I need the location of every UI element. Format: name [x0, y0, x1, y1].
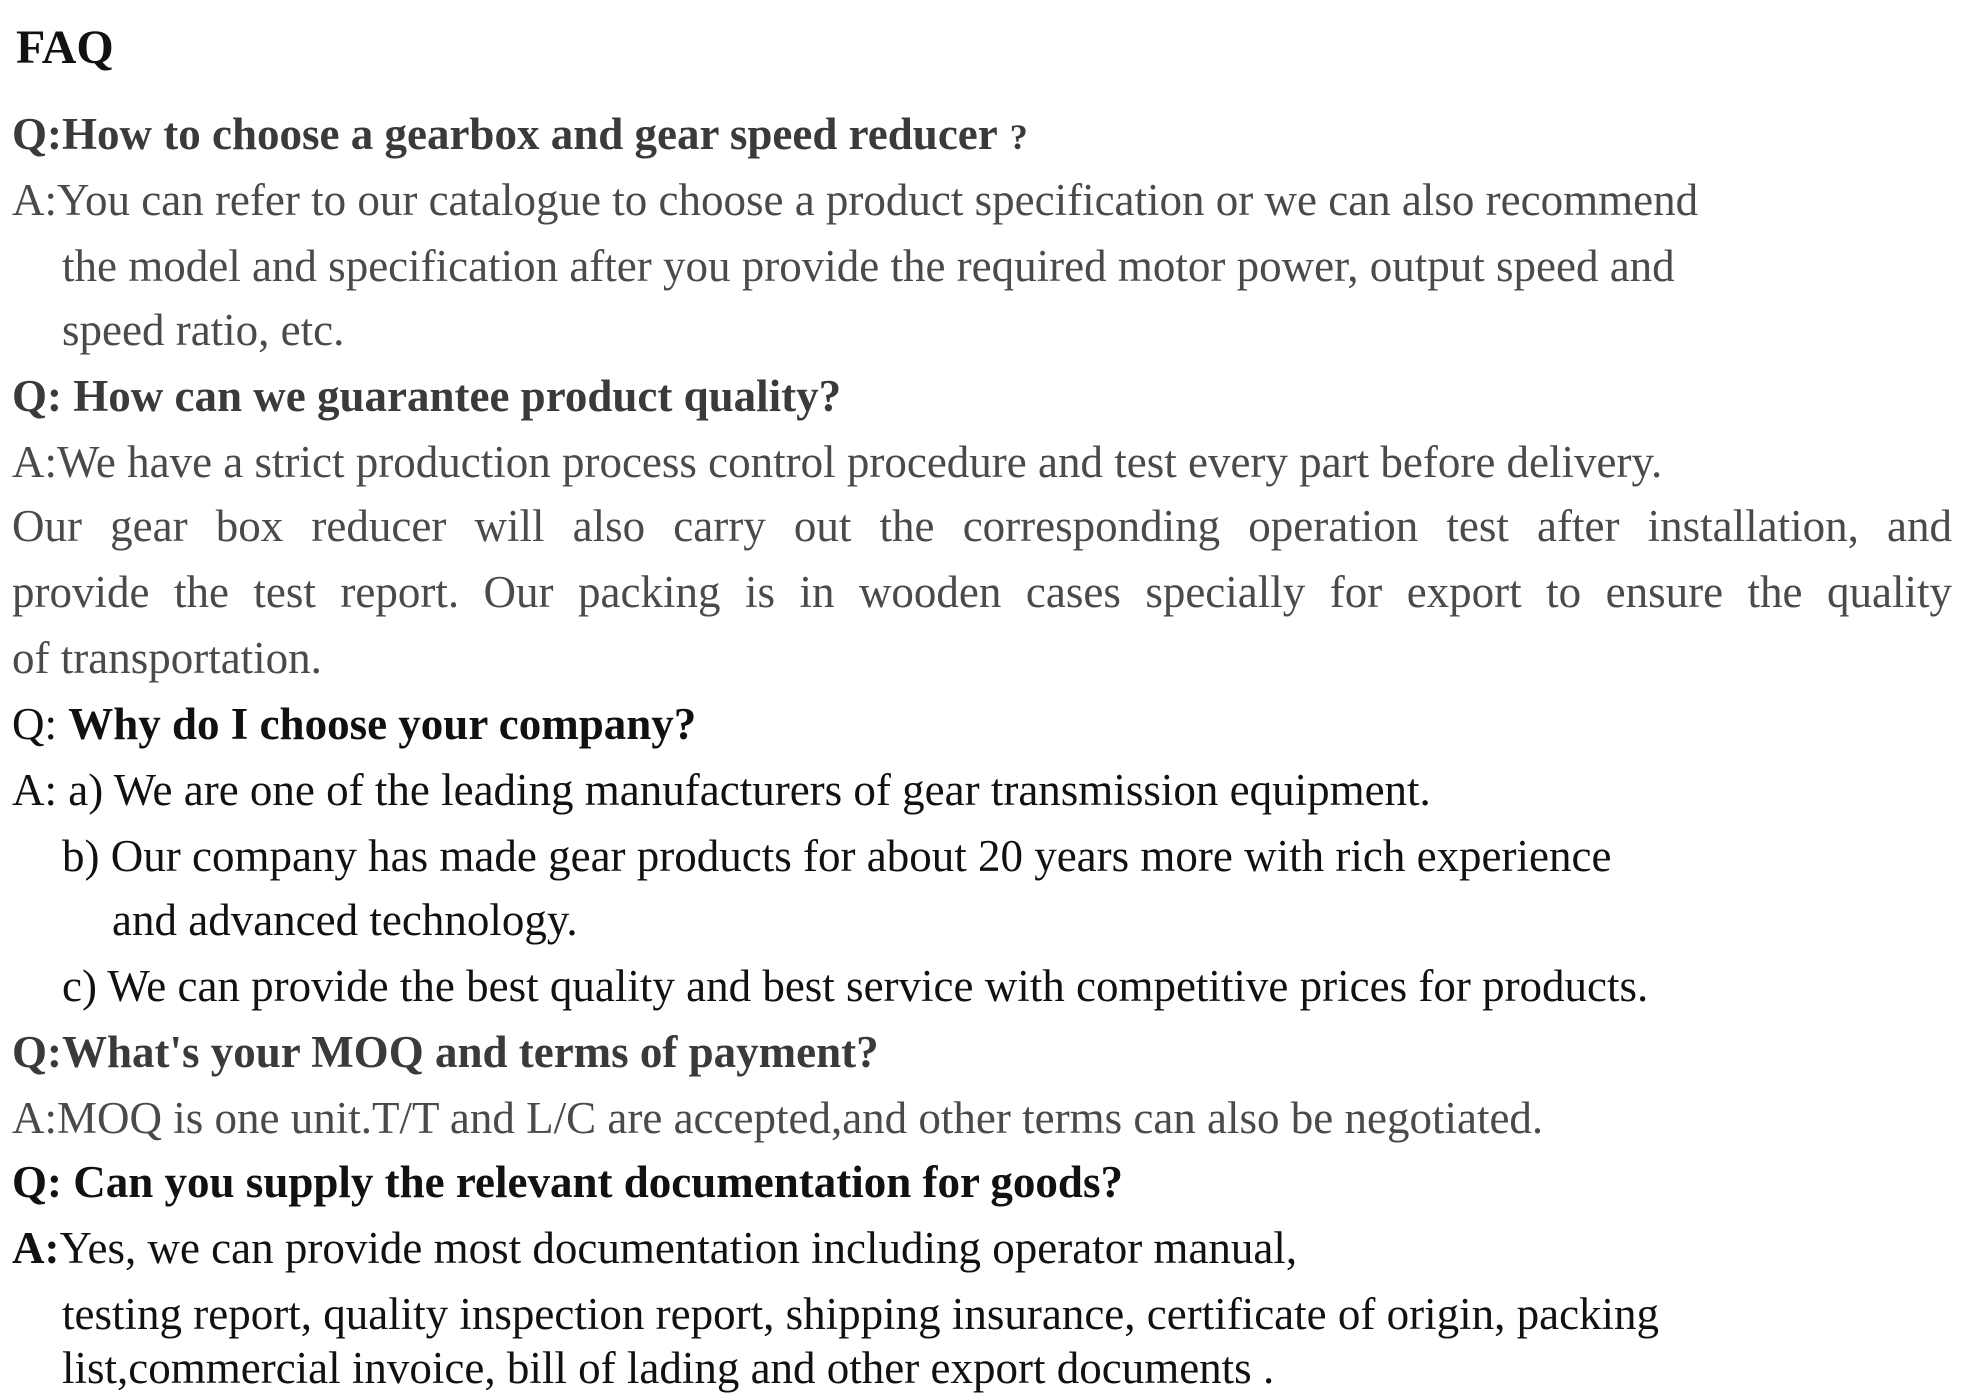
answer-text: Yes, we can provide most documentation including operator manual,	[59, 1223, 1298, 1273]
question-text: Why do I choose your company?	[68, 699, 697, 749]
answer-text: We have a strict production process control procedure and test every part before delivery.	[57, 437, 1663, 487]
faq-question-1	[12, 106, 1028, 162]
faq-answer-5-line-2: testing report, quality inspection report, shipping insurance, certificate of origin, packing	[62, 1289, 1660, 1339]
faq-answer-5-line-3: list,commercial invoice, bill of lading and other export documents .	[62, 1343, 1275, 1393]
faq-answer-3-line-3: and advanced technology.	[112, 895, 578, 945]
question-prefix: Q:	[12, 1157, 74, 1207]
faq-answer-3-line-2: b) Our company has made gear products for about 20 years more with rich experience	[62, 831, 1612, 881]
faq-answer-2-line-1	[12, 434, 1662, 490]
faq-question-4	[12, 1024, 879, 1080]
answer-text: a) We are one of the leading manufacturers of gear transmission equipment.	[68, 765, 1431, 815]
faq-answer-2-line-3: provide the test report. Our packing is in wooden cases specially for export to ensure the quality	[12, 567, 1952, 617]
question-text: What's your MOQ and terms of payment?	[62, 1027, 879, 1077]
question-text: Can you supply the relevant documentation for goods?	[73, 1157, 1123, 1207]
answer-text: You can refer to our catalogue to choose a product specification or we can also recommend	[57, 175, 1699, 225]
question-prefix: Q:	[12, 699, 69, 749]
faq-answer-2-line-4: of transportation.	[12, 633, 322, 683]
answer-prefix: A:	[12, 175, 57, 225]
faq-question-5	[12, 1154, 1123, 1210]
question-prefix: Q:	[12, 109, 62, 159]
faq-question-3	[12, 696, 696, 752]
answer-prefix: A:	[12, 765, 69, 815]
question-mark: ?	[1009, 117, 1028, 157]
faq-answer-1-line-2: the model and specification after you provide the required motor power, output speed and	[62, 241, 1675, 291]
page-title: FAQ	[16, 21, 114, 74]
answer-prefix: A:	[12, 437, 57, 487]
faq-answer-1-line-3: speed ratio, etc.	[62, 305, 345, 355]
faq-answer-2-line-2: Our gear box reducer will also carry out the corresponding operation test after installation, and	[12, 501, 1952, 551]
faq-answer-4-line-1	[12, 1090, 1543, 1146]
question-text: How to choose a gearbox and gear speed reducer	[62, 109, 998, 159]
faq-answer-3-line-4: c) We can provide the best quality and best service with competitive prices for products.	[62, 961, 1649, 1011]
faq-question-2	[12, 368, 841, 424]
answer-prefix: A:	[12, 1093, 57, 1143]
question-prefix: Q:	[12, 371, 74, 421]
faq-answer-3-line-1	[12, 762, 1431, 818]
answer-text: MOQ is one unit.T/T and L/C are accepted,and other terms can also be negotiated.	[57, 1093, 1544, 1143]
faq-answer-1-line-1	[12, 172, 1698, 228]
question-text: How can we guarantee product quality?	[73, 371, 842, 421]
question-prefix: Q:	[12, 1027, 62, 1077]
answer-prefix: A:	[12, 1223, 60, 1273]
faq-answer-5-line-1	[12, 1220, 1297, 1276]
